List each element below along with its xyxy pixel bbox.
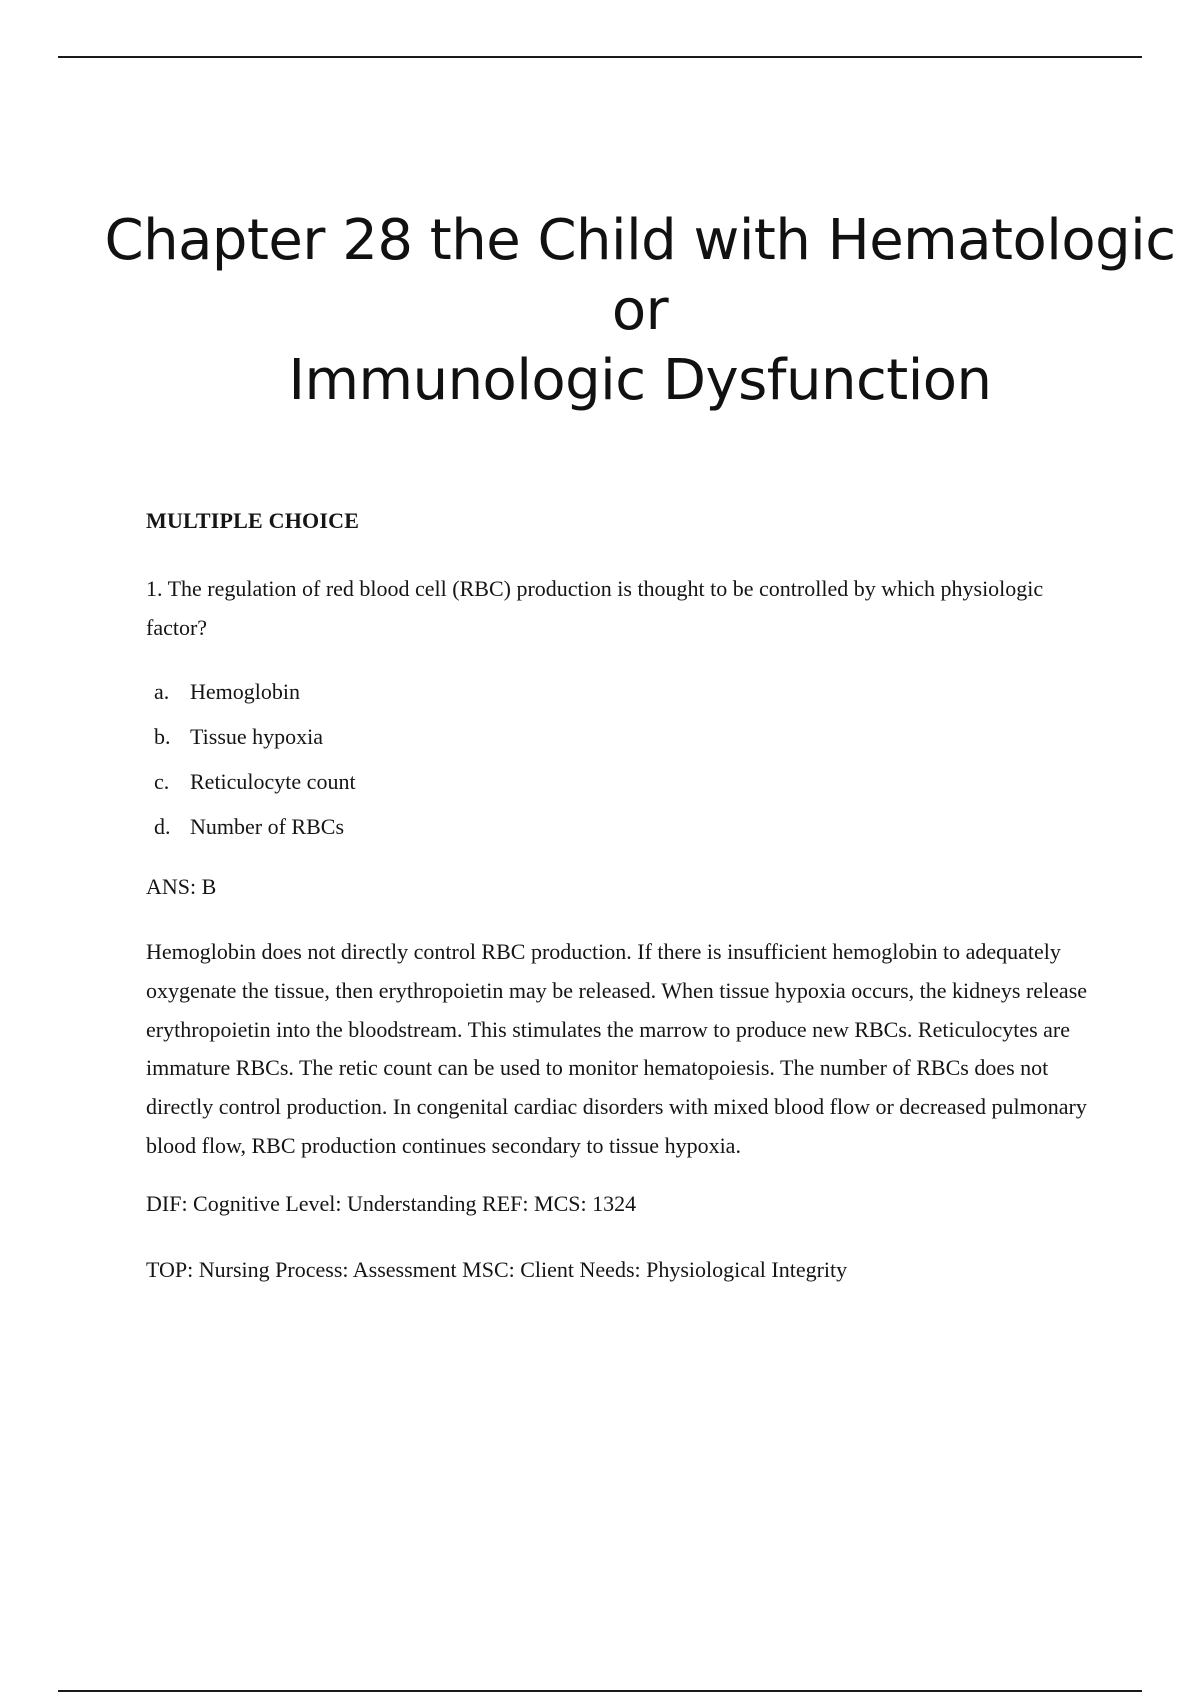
option-letter: b. [154,724,171,749]
option-text: Hemoglobin [190,679,300,704]
topic-category: TOP: Nursing Process: Assessment MSC: Client Needs: Physiological Integrity [146,1256,848,1282]
question-text: 1. The regulation of red blood cell (RBC) production is thought to be controlled by which physiologic factor? [146,576,1044,640]
chapter-title-line-2: Immunologic Dysfunction [288,348,992,413]
answer-options [146,669,1106,849]
option-c [154,759,1106,804]
option-text: Reticulocyte count [190,769,356,794]
option-a [154,669,1106,714]
top-rule [58,56,1142,58]
option-letter: c. [154,769,170,794]
bottom-rule [58,1690,1142,1692]
rationale-text: Hemoglobin does not directly control RBC production. If there is insufficient hemoglobin to adequately oxygenate the tissue, then erythropoietin may be released. When tissue hypoxia occurs, the kidneys release erythropoietin into the bloodstream. This stimulates the marrow to produce new RBCs. Reticulocytes are immature RBCs. The retic count can be used to monitor hematopoiesis. The number of RBCs does not directly control production. In congenital cardiac disorders with mixed blood flow or decreased pulmonary blood flow, RBC production continues secondary to tissue hypoxia. [146,939,1088,1158]
option-letter: d. [154,814,171,839]
option-text: Number of RBCs [190,814,344,839]
section-heading: MULTIPLE CHOICE [146,508,360,533]
difficulty-reference: DIF: Cognitive Level: Understanding REF: MCS: 1324 [146,1190,637,1216]
option-text: Tissue hypoxia [190,724,324,749]
answer-key: ANS: B [146,874,217,899]
option-d [154,804,1106,849]
option-letter: a. [154,679,170,704]
chapter-title [100,206,1180,416]
chapter-title-line-1: Chapter 28 the Child with Hematologic or [104,208,1176,343]
question-block [146,505,1106,1286]
option-b [154,714,1106,759]
